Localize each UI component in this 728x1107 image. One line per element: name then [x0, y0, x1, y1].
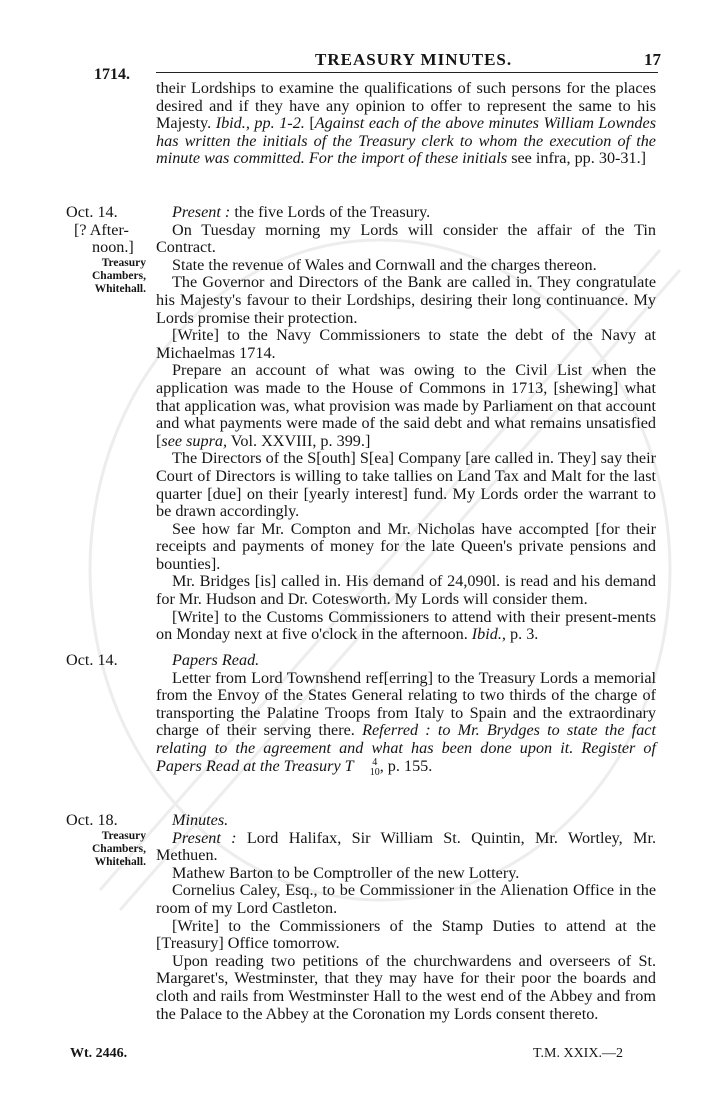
section3-para4: Upon reading two petitions of the churchwardens and overseers of St. Margaret's, Westminster, that they may have for their poor the boards and cloth and rails from Westminster Hall to the west end of the Abbey and from the Palace to the Abbey at the Coronation my Lords consent thereto.	[156, 951, 656, 1023]
page-number: 17	[644, 50, 661, 69]
section1-present: Present : the five Lords of the Treasury.	[172, 203, 431, 221]
section3-heading: Minutes.	[172, 811, 229, 829]
continuation-text: their Lordships to examine the qualifications of such persons for the places desired and if they have any opinion to offer to represent the same to his Majesty. Ibid., pp. 1-2. [Against each of the above minutes William Lowndes has written the initials of the Treasury clerk to whom the execution of the minute was committed. For the import of these initials see infra, pp. 30-31.]	[156, 79, 656, 168]
section2-date: Oct. 14.	[66, 651, 118, 669]
section1-para4: [Write] to the Navy Commissioners to state the debt of the Navy at Michaelmas 1714.	[156, 326, 656, 362]
section1-para7: See how far Mr. Compton and Mr. Nicholas have accompted [for their receipts and payments of money for the late Queen's private pensions and bounties].	[156, 519, 656, 573]
continuation-paragraph	[156, 80, 656, 168]
footer-print-code: Wt. 2446.	[70, 1046, 128, 1061]
section1-note-line2: noon.]	[92, 238, 134, 257]
section1-para9: [Write] to the Customs Commissioners to attend with their present-ments on Monday next at five o'clock in the afternoon. Ibid., p. 3.	[156, 607, 656, 644]
section1-para1: On Tuesday morning my Lords will consider the affair of the Tin Contract.	[156, 220, 656, 257]
section3-date: Oct. 18.	[66, 811, 118, 829]
section1-place-line2: Chambers,	[92, 269, 146, 282]
section1-para8: Mr. Bridges [is] called in. His demand of 24,090l. is read and his demand for Mr. Hudson and Dr. Cotesworth. My Lords will consider them.	[156, 572, 656, 609]
section1-margin	[66, 204, 150, 296]
section1-para2: State the revenue of Wales and Cornwall and the charges thereon.	[172, 255, 597, 274]
section3-place-line1: Treasury	[101, 829, 146, 842]
section3-para1: Mathew Barton to be Comptroller of the new Lottery.	[172, 863, 520, 882]
section2-heading: Papers Read.	[172, 651, 260, 669]
section1-date: Oct. 14.	[66, 203, 118, 221]
register-fraction: 4 10	[369, 756, 380, 778]
section2-margin	[66, 652, 150, 670]
section3-para3: [Write] to the Commissioners of the Stamp Duties to attend at the [Treasury] Office tomorrow.	[156, 916, 656, 953]
section3-place-line3: Whitehall.	[94, 855, 146, 868]
section2-para1: Letter from Lord Townshend ref[erring] to the Treasury Lords a memorial from the Envoy of the States General relating to two thirds of the charge of transporting the Palatine Troops from Italy to Spain and the extraordinary charge of their serving there. Referred : to Mr. Brydges to state the fact relating to the agreement and what has been done upon it. Register of Papers Read at the Treasury T 4 10 , p. 155.	[156, 668, 656, 778]
footer-signature: T.M. XXIX.—2	[533, 1046, 623, 1061]
section3-para2: Cornelius Caley, Esq., to be Commissioner in the Alienation Office in the room of my Lord Castleton.	[156, 881, 656, 917]
running-title: TREASURY MINUTES.	[315, 50, 513, 69]
section3-body	[156, 812, 656, 1023]
section3-present: Present : Lord Halifax, Sir William St. Quintin, Mr. Wortley, Mr. Methuen.	[156, 828, 656, 865]
margin-year: 1714.	[94, 66, 130, 83]
section1-place-line1: Treasury	[101, 256, 146, 269]
section1-para3: The Governor and Directors of the Bank are called in. They congratulate his Majesty's favour to their Lordships, desiring their long continuance. My Lords promise their protection.	[156, 273, 656, 327]
section1-para5: Prepare an account of what was owing to the Civil List when the application was made to the House of Commons in 1713, [shewing] what that application was, what provision was made by Parliament on that account and what payments were made of the said debt and what remains unsatisfied [see supra, Vol. XXVIII, p. 399.]	[156, 361, 656, 450]
section2-body	[156, 652, 656, 778]
section1-note-line1: [? After-	[74, 220, 129, 239]
section3-margin	[66, 812, 150, 869]
section1-place-line3: Whitehall.	[94, 282, 146, 295]
section1-body	[156, 204, 656, 644]
section3-place-line2: Chambers,	[92, 842, 146, 855]
section1-para6: The Directors of the S[outh] S[ea] Company [are called in. They] say their Court of Directors is willing to take tallies on Land Tax and Malt for the last quarter [due] on their [yearly interest] fund. My Lords order the warrant to be drawn accordingly.	[156, 449, 656, 521]
header-rule	[156, 72, 658, 73]
